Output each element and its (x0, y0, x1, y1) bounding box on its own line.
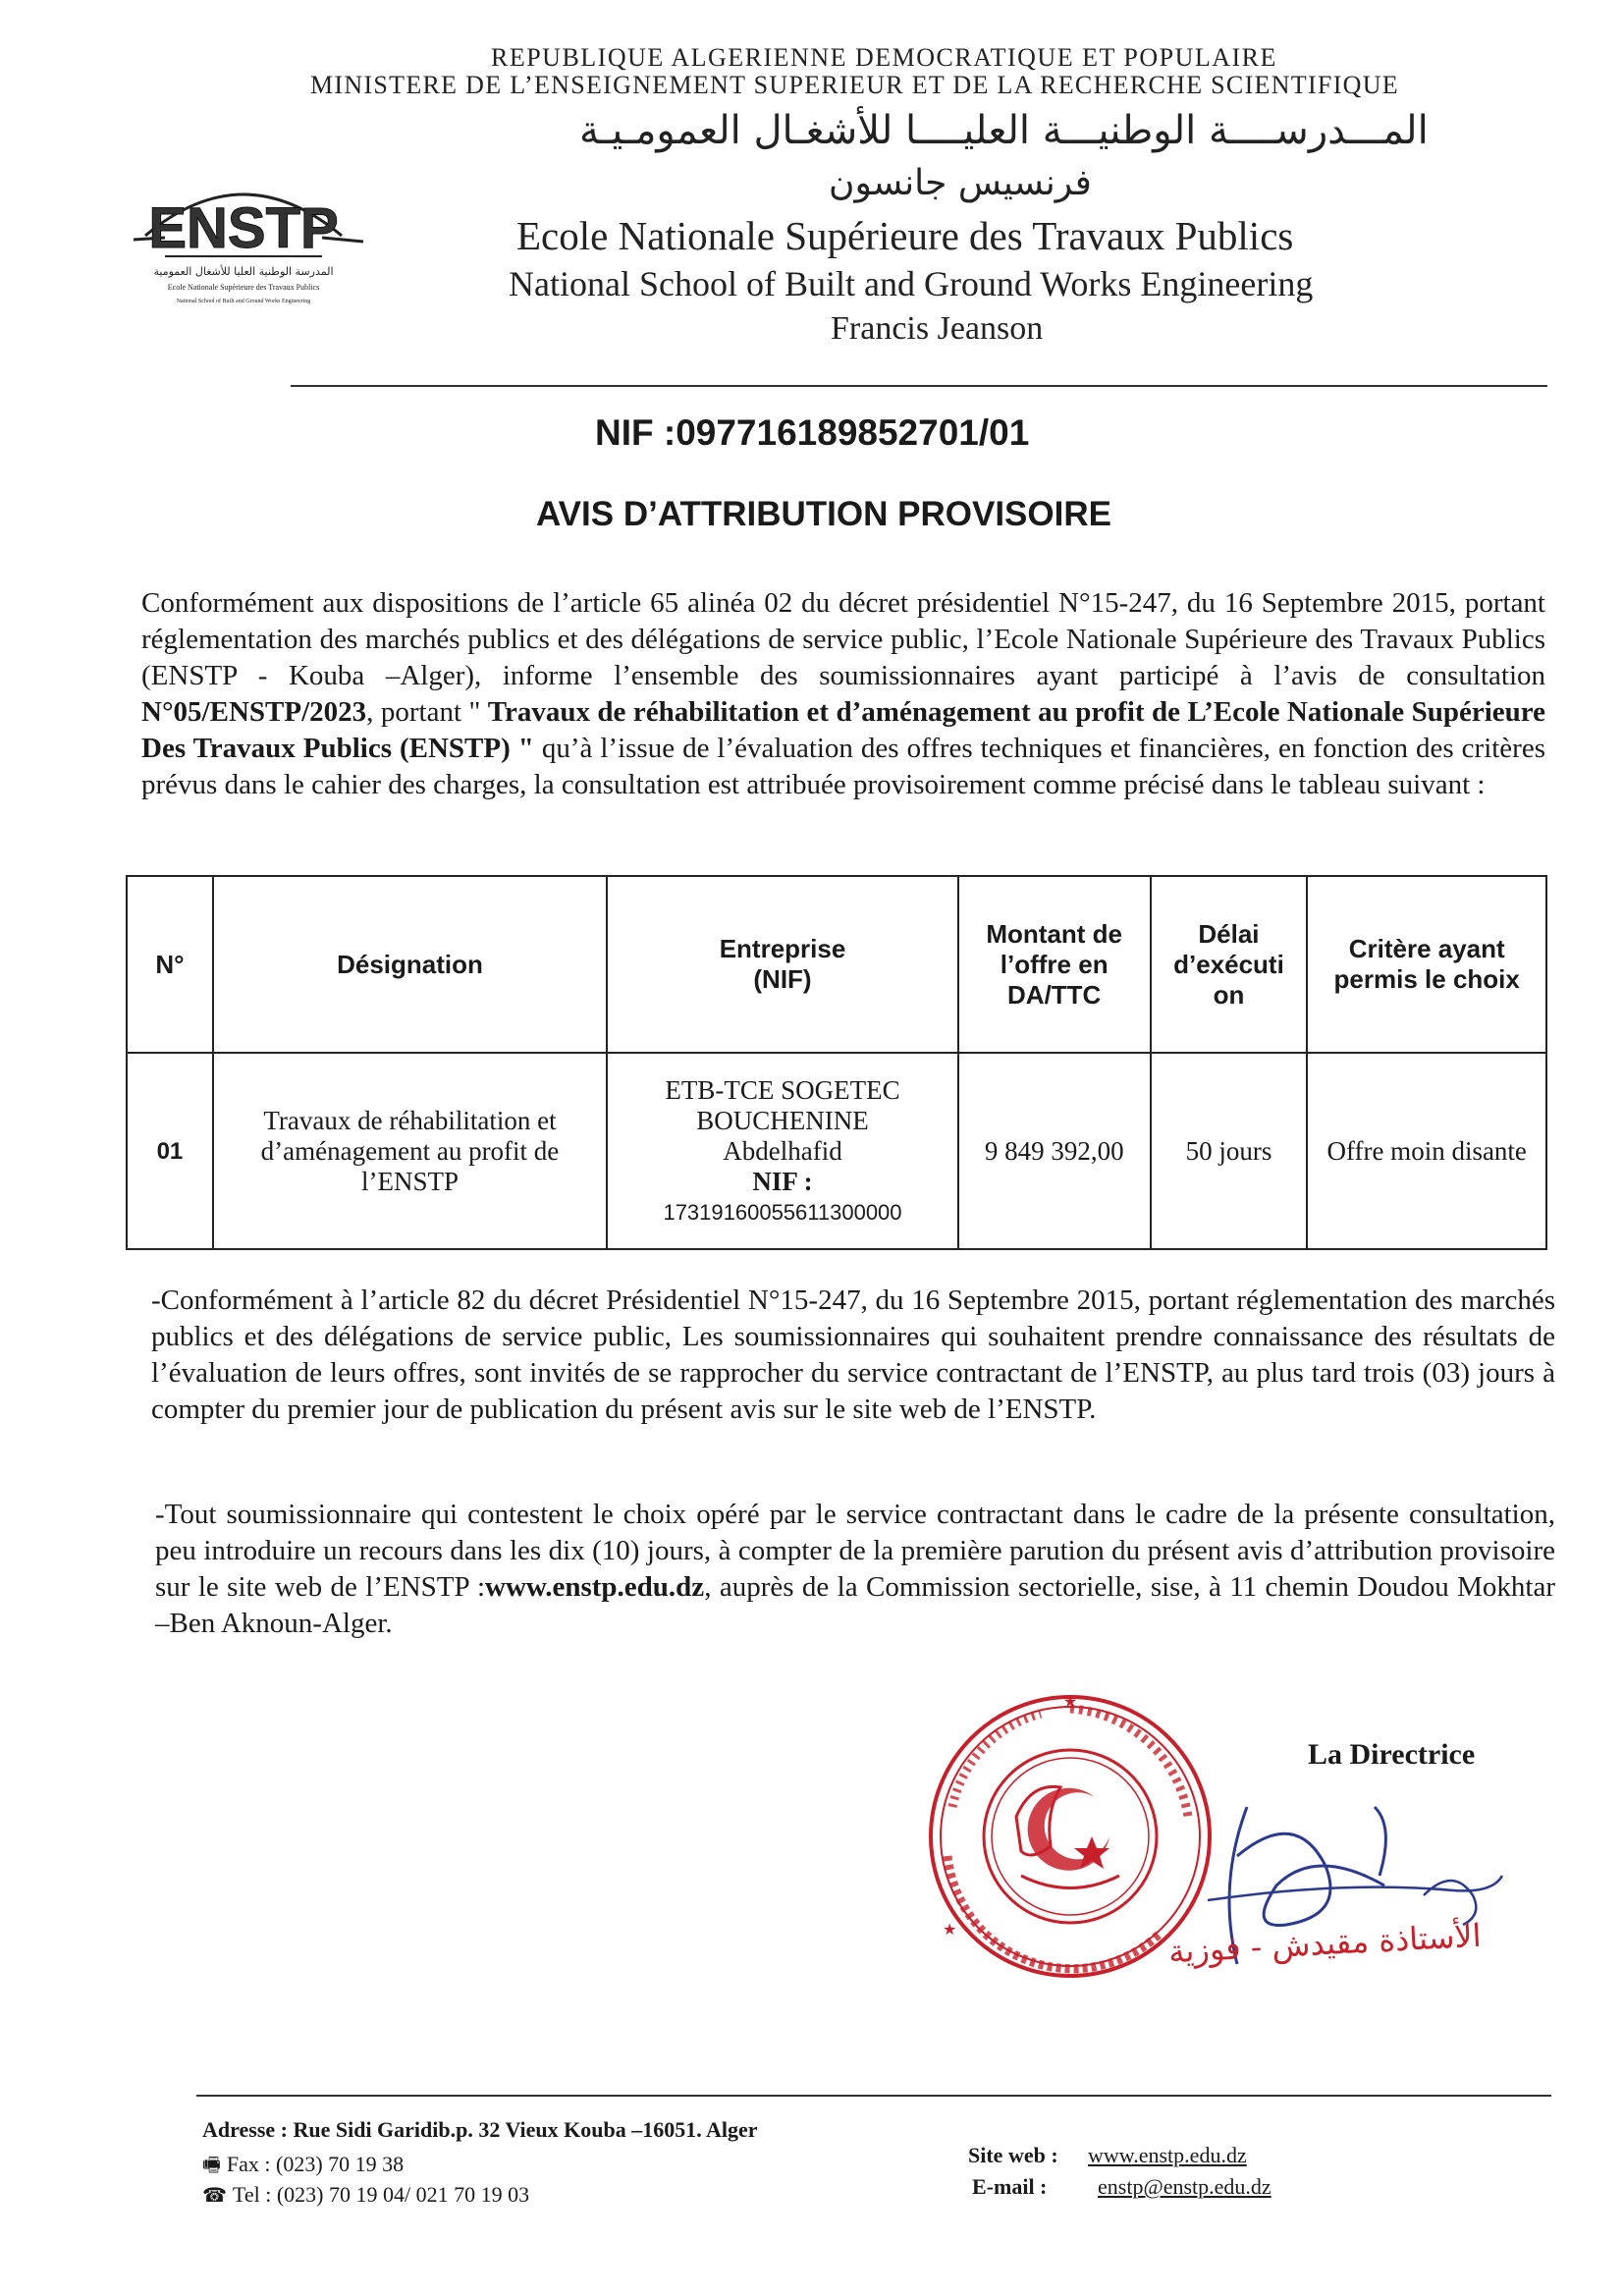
svg-text:National School of Built and G: National School of Built and Ground Works Engineering (176, 299, 311, 304)
recourse-text-2: , auprès de la Commission sectorielle, sise, à 11 chemin Doudou Mokhtar –Ben Aknoun-Alger. (155, 1571, 1555, 1639)
header-critere (1307, 876, 1546, 1053)
row-montant: 9 849 392,00 (958, 1053, 1151, 1249)
header-montant-l3: DA/TTC (1007, 979, 1102, 1010)
row-entreprise-l2: BOUCHENINE (696, 1105, 869, 1135)
intro-text-3: qu’à l’issue de l’évaluation des offres techniques et financières, en fonction des critères prévus dans le cahier des charges, la consultation est attribuée provisoirement comme précisé dans le tableau suivant : (141, 733, 1545, 800)
school-person: Francis Jeanson (831, 310, 1044, 347)
publication-paragraph: -Conformément à l’article 82 du décret Présidentiel N°15-247, du 16 Septembre 2015, portant réglementation des marchés publics et des délégations de service public, Les soumissionnaires qui souhaitent prendre connaissance des résultats de l’évaluation de leurs offres, sont invités de se rapprocher du service contractant de l’ENSTP, au plus tard trois (03) jours à compter du premier jour de publication du présent avis sur le site web de l’ENSTP. (151, 1285, 1555, 1425)
footer-mail-link[interactable]: enstp@enstp.edu.dz (1098, 2174, 1271, 2199)
attribution-table (126, 875, 1547, 1250)
table-header-row (127, 876, 1546, 1053)
header-montant-l2: l’offre en (1000, 949, 1109, 979)
header-delai-l2: d’exécuti (1173, 949, 1284, 979)
footer-fax-text: Fax : (023) 70 19 38 (226, 2152, 405, 2176)
svg-text:★: ★ (943, 1922, 957, 1939)
signatory-arabic-name: الأستاذة مقيدش - فوزية (1167, 1916, 1483, 1971)
header-delai-l1: Délai (1198, 918, 1260, 949)
row-designation-l2: d’aménagement au profit de (260, 1135, 560, 1166)
fax-icon: 🖷 (202, 2153, 221, 2176)
header-designation: Désignation (213, 876, 607, 1053)
footer-fax (202, 2151, 404, 2184)
header-delai (1151, 876, 1308, 1053)
recourse-paragraph (155, 1497, 1555, 1642)
header-delai-l3: on (1213, 979, 1245, 1010)
arabic-school-name: المـــدرســــة الوطنيـــة العليــــا للأشغـال العمومـيـة (579, 108, 1429, 153)
row-designation-l3: l’ENSTP (360, 1166, 459, 1196)
header-entreprise-l1: Entreprise (719, 934, 846, 963)
svg-text:المدرسة الوطنية العليا للأشغال: المدرسة الوطنية العليا للأشغال العمومية (153, 265, 334, 278)
school-name-fr: Ecole Nationale Supérieure des Travaux Publics (516, 213, 1294, 258)
footer-divider (196, 2095, 1551, 2097)
header-montant (958, 876, 1151, 1053)
header-montant-l1: Montant de (986, 918, 1123, 949)
row-delai: 50 jours (1151, 1053, 1308, 1249)
consultation-subject: Travaux de réhabilitation et d’aménagement au profit de L’Ecole Nationale Supérieure Des Travaux Publics (ENSTP) " (141, 696, 1545, 764)
header-entreprise-l2: (NIF) (753, 964, 812, 994)
republic-heading: REPUBLIQUE ALGERIENNE DEMOCRATIQUE ET POPULAIRE (491, 43, 1277, 72)
nif-number: NIF :097716189852701/01 (595, 412, 1030, 453)
intro-paragraph (141, 585, 1545, 803)
row-entreprise (607, 1053, 958, 1249)
header-divider (291, 385, 1547, 387)
intro-text-2: , portant " (366, 696, 488, 728)
intro-text-1: Conformément aux dispositions de l’article 65 alinéa 02 du décret présidentiel N°15-247, du 16 Septembre 2015, portant réglementation des marchés publics et des délégations de service public, l’Ecole Nationale Supérieure des Travaux Publics (ENSTP - Kouba –Alger), informe l’ensemble des soumissionnaires ayant participé à l’avis de consultation (141, 587, 1545, 691)
row-no: 01 (127, 1053, 213, 1249)
row-designation-l1: Travaux de réhabilitation et (263, 1105, 557, 1135)
footer-address: Adresse : Rue Sidi Garidib.p. 32 Vieux Kouba –16051. Alger (202, 2117, 758, 2142)
svg-text:★: ★ (1062, 1694, 1078, 1711)
signatory-title: La Directrice (1308, 1738, 1476, 1771)
row-entreprise-l1: ETB-TCE SOGETEC (665, 1074, 900, 1105)
row-critere: Offre moin disante (1307, 1053, 1546, 1249)
header-critere-l2: permis le choix (1333, 964, 1520, 994)
row-entreprise-l3: Abdelhafid (723, 1135, 842, 1166)
row-nif-value: 17319160055611300000 (663, 1199, 902, 1225)
recourse-text-1: -Tout soumissionnaire qui contestent le choix opéré par le service contractant dans le cadre de la présente consultation, peu introduire un recours dans les dix (10) jours, à compter de la première parution du présent avis d’attribution provisoire sur le site web de l’ENSTP : (155, 1499, 1555, 1603)
notice-title: AVIS D’ATTRIBUTION PROVISOIRE (536, 495, 1111, 533)
arabic-person-name: فرنسيس جانسون (829, 163, 1092, 203)
footer-mail-label: E-mail : (972, 2174, 1048, 2199)
svg-text:ENSTP: ENSTP (148, 196, 339, 260)
recourse-website: www.enstp.edu.dz (485, 1571, 705, 1603)
phone-icon: ☎ (202, 2183, 227, 2207)
table-row (127, 1053, 1546, 1249)
header-critere-l1: Critère ayant (1348, 934, 1505, 963)
footer-tel (202, 2182, 529, 2208)
footer-tel-text: Tel : (023) 70 19 04/ 021 70 19 03 (232, 2182, 530, 2207)
header-entreprise (607, 876, 958, 1053)
row-nif-label: NIF : (752, 1166, 813, 1196)
enstp-logo (106, 163, 381, 320)
school-name-en: National School of Built and Ground Works Engineering (509, 264, 1314, 303)
footer-web-link[interactable]: www.enstp.edu.dz (1088, 2143, 1247, 2167)
header-no: N° (127, 876, 213, 1053)
svg-text:Ecole Nationale Supérieure des: Ecole Nationale Supérieure des Travaux Publics (167, 283, 320, 292)
footer-web-label: Site web : (968, 2143, 1058, 2167)
row-designation (213, 1053, 607, 1249)
consultation-reference: N°05/ENSTP/2023 (141, 696, 367, 728)
ministry-heading: MINISTERE DE L’ENSEIGNEMENT SUPERIEUR ET DE LA RECHERCHE SCIENTIFIQUE (310, 71, 1399, 99)
